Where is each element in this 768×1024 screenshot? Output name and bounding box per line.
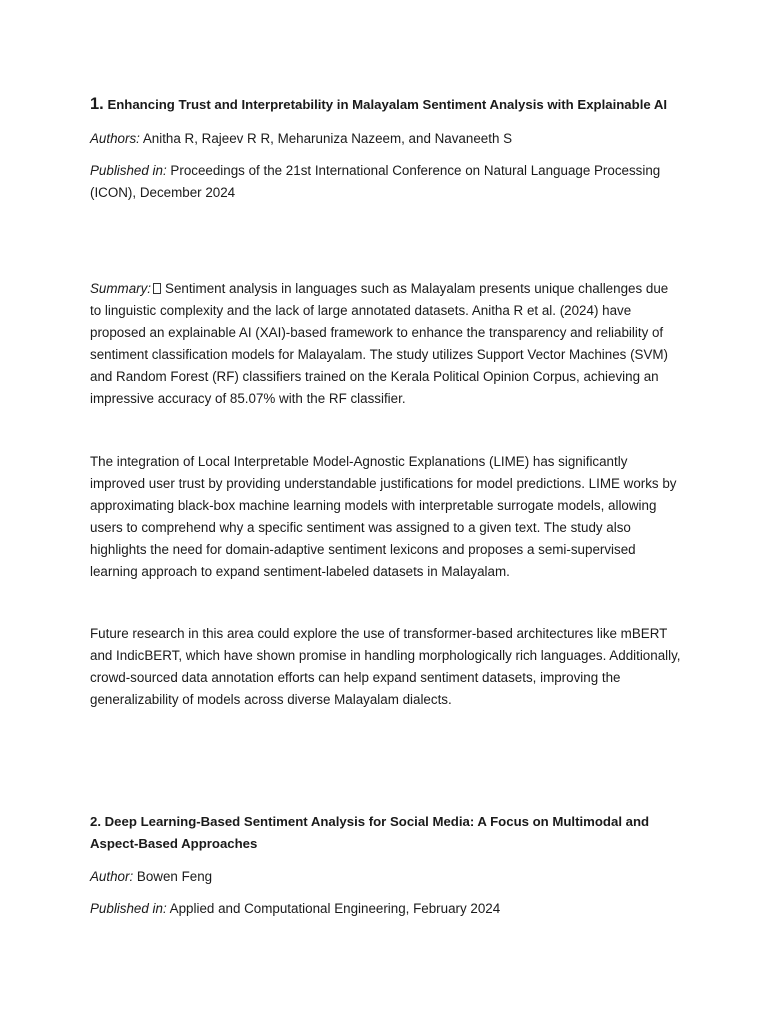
entry-2-published-label: Published in: <box>90 901 167 916</box>
authors-value: Anitha R, Rajeev R R, Meharuniza Nazeem, and Navaneeth S <box>142 131 513 146</box>
missing-glyph-icon <box>153 283 161 294</box>
entry-2-published <box>90 898 682 920</box>
entry-1-paragraph-2: The integration of Local Interpretable Model-Agnostic Explanations (LIME) has significantly improved user trust by providing understandable justifications for model predictions. LIME works by approximating black-box machine learning models with interpretable surrogate models, allowing users to comprehend why a specific sentiment was assigned to a given text. The study also highlights the need for domain-adaptive sentiment lexicons and proposes a semi-supervised learning approach to expand sentiment-labeled datasets in Malayalam. <box>90 454 677 579</box>
entry-1-published <box>90 160 682 204</box>
published-label: Published in: <box>90 163 167 178</box>
entry-2-author <box>90 866 682 888</box>
entry-1-authors <box>90 128 682 150</box>
entry-1-title <box>90 93 682 116</box>
entry-2-title: 2. Deep Learning-Based Sentiment Analysis for Social Media: A Focus on Multimodal and Aspect-Based Approaches <box>90 814 650 851</box>
published-value: Proceedings of the 21st International Conference on Natural Language Processing (ICON), December 2024 <box>90 163 661 200</box>
entry-1-summary <box>90 278 682 410</box>
entry-2-published-value: Applied and Computational Engineering, February 2024 <box>169 901 501 916</box>
author-value: Bowen Feng <box>136 869 213 884</box>
author-label: Author: <box>90 869 134 884</box>
entry-1-title-text: Enhancing Trust and Interpretability in Malayalam Sentiment Analysis with Explainable AI <box>107 97 668 112</box>
summary-text: Sentiment analysis in languages such as Malayalam presents unique challenges due to linguistic complexity and the lack of large annotated datasets. Anitha R et al. (2024) have proposed an explainable AI (XAI)-based framework to enhance the transparency and reliability of sentiment classification models for Malayalam. The study utilizes Support Vector Machines (SVM) and Random Forest (RF) classifiers trained on the Kerala Political Opinion Corpus, achieving an impressive accuracy of 85.07% with the RF classifier. <box>90 281 669 406</box>
authors-label: Authors: <box>90 131 140 146</box>
entry-1-number: 1. <box>90 95 104 113</box>
summary-label: Summary: <box>90 281 152 296</box>
entry-1-paragraph-3: Future research in this area could explore the use of transformer-based architectures like mBERT and IndicBERT, which have shown promise in handling morphologically rich languages. Additionally, crowd-sourced data annotation efforts can help expand sentiment datasets, improving the generalizability of models across diverse Malayalam dialects. <box>90 626 681 707</box>
